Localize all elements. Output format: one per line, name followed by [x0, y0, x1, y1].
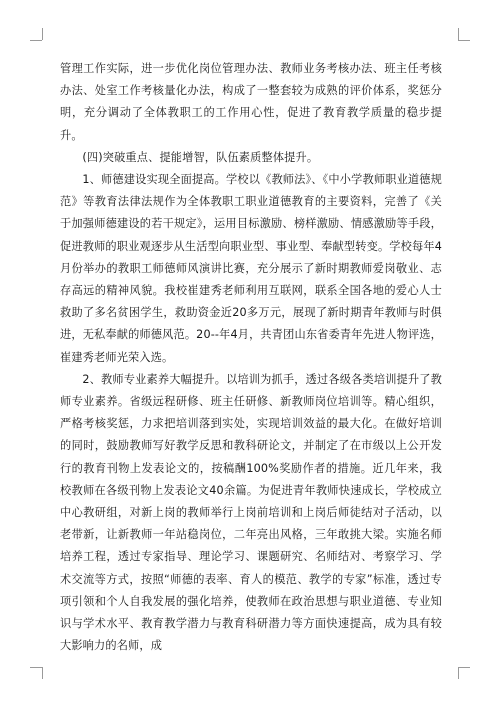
crop-mark-top-left-v: [42, 28, 43, 40]
crop-mark-bottom-left-h: [30, 667, 42, 668]
document-body: [60, 58, 442, 657]
crop-mark-bottom-right-h: [458, 667, 470, 668]
paragraph-continuation: 管理工作实际，进一步优化岗位管理办法、教师业务考核办法、班主任考核办法、处室工作考核量化办法，构成了一整套较为成熟的评价体系，奖惩分明，充分调动了全体教职工的工作用心性，促进了教育教学质量的稳步提升。: [60, 62, 442, 142]
crop-mark-bottom-right-v: [458, 667, 459, 679]
crop-mark-top-left-h: [30, 40, 42, 41]
crop-mark-bottom-left-v: [42, 667, 43, 679]
crop-mark-top-right-h: [458, 40, 470, 41]
paragraph-ethics: 1、师德建设实现全面提高。学校以《教师法》、《中小学教师职业道德规范》等教育法律法规作为全体教职工职业道德教育的主要资料，完善了《关于加强师德建设的若干规定》，运用目标激励、榜样激励、情感激励等手段，促进教师的职业观逐步从生活型向职业型、事业型、奉献型转变。学校每年4月份举办的教职工师德师风演讲比赛，充分展示了新时期教师爱岗敬业、志存高远的精神风貌。我校崔建秀老师利用互联网，联系全国各地的爱心人士救助了多名贫困学生，救助资金近20多万元，展现了新时期青年教师与时俱进，无私奉献的师德风范。20--年4月，共青团山东省委青年先进人物评选，崔建秀老师光荣入选。: [60, 173, 442, 364]
crop-mark-top-right-v: [458, 28, 459, 40]
paragraph-professional: 2、教师专业素养大幅提升。以培训为抓手，透过各级各类培训提升了教师专业素养。省级远程研修、班主任研修、新教师岗位培训等。精心组织，严格考核奖惩，力求把培训落到实处，实现培训效益的最大化。在做好培训的同时，鼓励教师写好教学反思和教科研论文，并制定了在市级以上公开发行的教育刊物上发表论文的，按稿酬100%奖励作者的措施。近几年来，我校教师在各级刊物上发表论文40余篇。为促进青年教师快速成长，学校成立中心教研组，对新上岗的教师举行上岗前培训和上岗后师徒结对子活动，以老带新，让新教师一年站稳岗位，二年亮出风格，三年敢挑大梁。实施名师培养工程，透过专家指导、理论学习、课题研究、名师结对、考察学习、学术交流等方式，按照“师德的表率、育人的模范、教学的专家”标准，透过专项引领和个人自我发展的强化培养，使教师在政治思想与职业道德、专业知识与学术水平、教育教学潜力与教育科研潜力等方面快速提高，成为具有较大影响力的名师，成: [60, 372, 442, 653]
section-heading: (四)突破重点、提能增智，队伍素质整体提升。: [82, 150, 319, 164]
